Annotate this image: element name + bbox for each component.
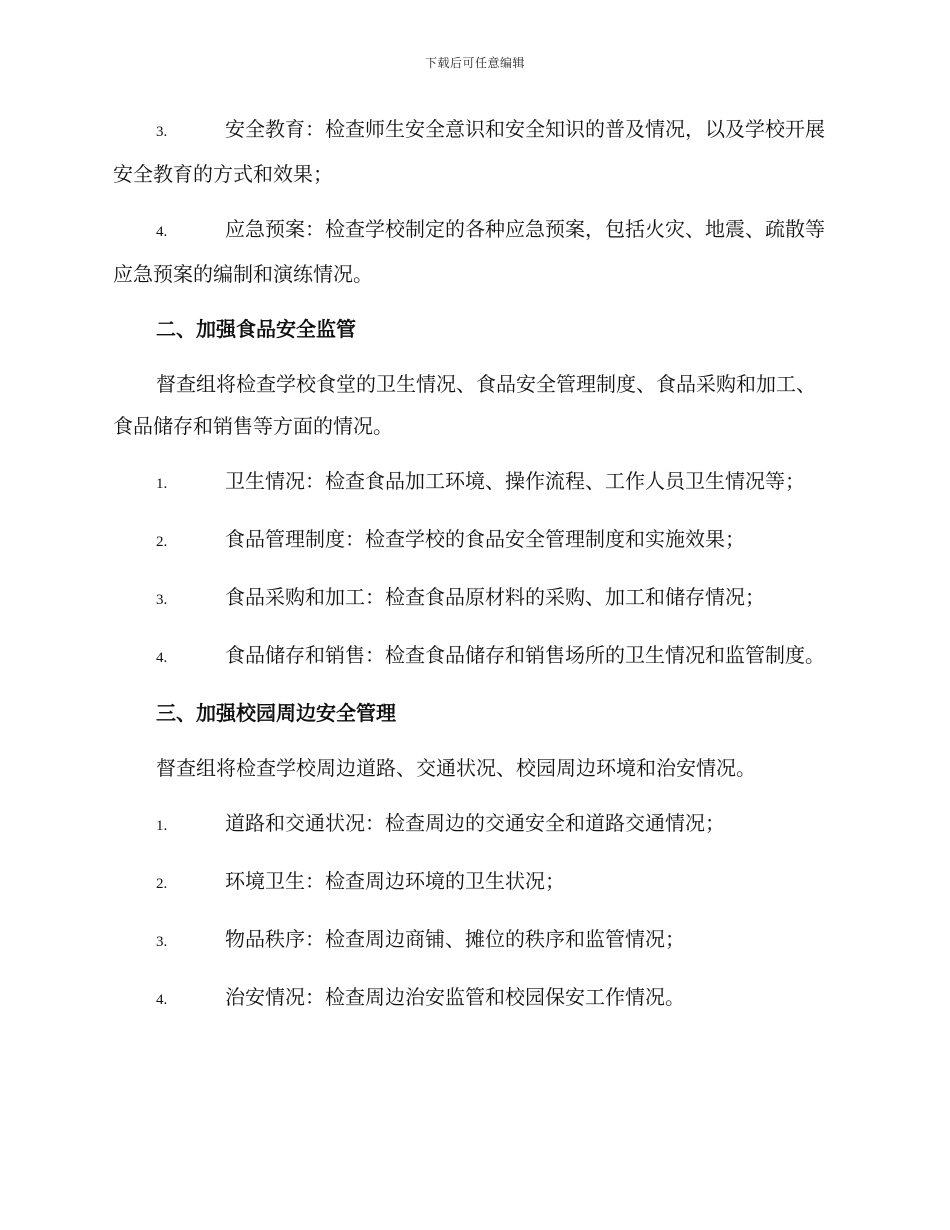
- list-number: 1.: [156, 818, 168, 834]
- page-header: 下载后可任意编辑: [424, 56, 525, 70]
- section-heading: 三、加强校园周边安全管理: [156, 701, 396, 725]
- list-item: [113, 634, 833, 679]
- list-item: [113, 518, 833, 563]
- list-number: 2.: [156, 534, 168, 550]
- section-intro: 督查组将检查学校食堂的卫生情况、食品安全管理制度、食品采购和加工、食品储存和销售等方面的情况。: [113, 372, 816, 438]
- list-text: 道路和交通状况：检查周边的交通安全和道路交通情况；: [225, 811, 725, 835]
- list-number: 1.: [156, 476, 168, 492]
- list-number: 4.: [156, 992, 168, 1008]
- list-text: 物品秩序：检查周边商铺、摊位的秩序和监管情况；: [225, 927, 685, 951]
- document-body: [113, 108, 833, 1034]
- list-text: 治安情况：检查周边治安监管和校园保安工作情况。: [225, 985, 685, 1009]
- list-item: [113, 576, 833, 621]
- list-number: 3.: [156, 592, 168, 608]
- list-number: 3.: [156, 934, 168, 950]
- list-text: 卫生情况：检查食品加工环境、操作流程、工作人员卫生情况等；: [225, 469, 805, 493]
- list-number: 4.: [156, 224, 168, 240]
- list-item: [113, 208, 833, 295]
- section-intro: 督查组将检查学校周边道路、交通状况、校园周边环境和治安情况。: [156, 756, 756, 780]
- list-item: [113, 802, 833, 847]
- list-item: [113, 108, 833, 195]
- section-heading: 二、加强食品安全监管: [156, 317, 356, 341]
- list-number: 4.: [156, 650, 168, 666]
- list-text: 安全教育：检查师生安全意识和安全知识的普及情况，以及学校开展安全教育的方式和效果；: [113, 117, 825, 186]
- list-text: 食品采购和加工：检查食品原材料的采购、加工和储存情况；: [225, 585, 765, 609]
- list-text: 环境卫生：检查周边环境的卫生状况；: [225, 869, 565, 893]
- list-text: 应急预案：检查学校制定的各种应急预案，包括火灾、地震、疏散等应急预案的编制和演练情况。: [113, 217, 825, 286]
- list-item: [113, 976, 833, 1021]
- list-number: 3.: [156, 124, 168, 140]
- list-item: [113, 918, 833, 963]
- list-text: 食品管理制度：检查学校的食品安全管理制度和实施效果；: [225, 527, 745, 551]
- list-number: 2.: [156, 876, 168, 892]
- list-item: [113, 860, 833, 905]
- list-item: [113, 460, 833, 505]
- list-text: 食品储存和销售：检查食品储存和销售场所的卫生情况和监管制度。: [225, 643, 825, 667]
